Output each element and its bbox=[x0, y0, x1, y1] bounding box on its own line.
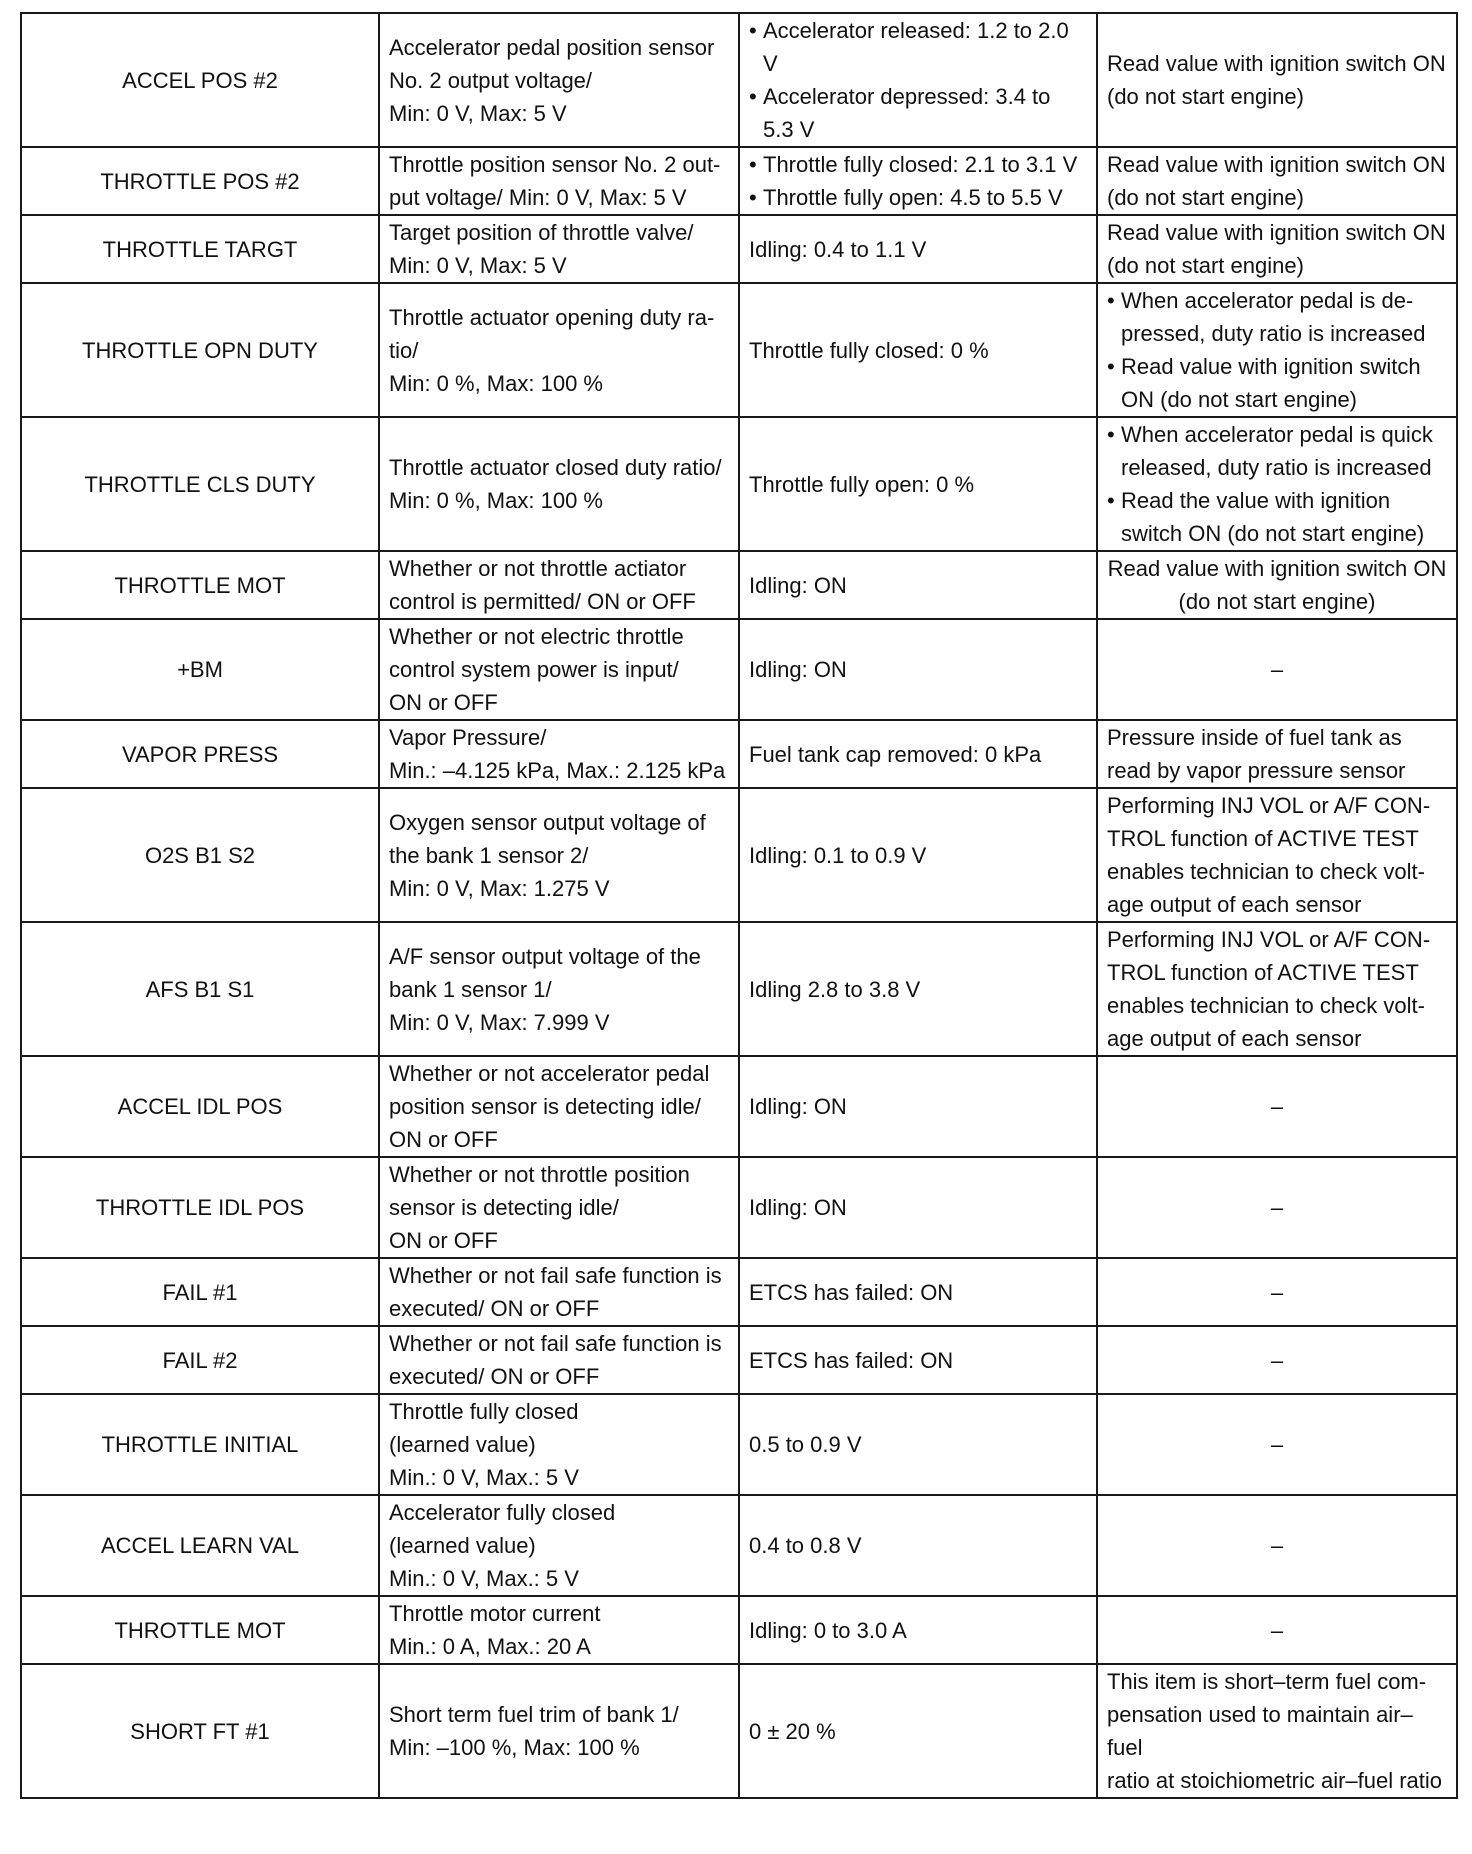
measurement-range-line: Short term fuel trim of bank 1/ bbox=[389, 1702, 679, 1727]
measurement-range-cell bbox=[379, 1596, 739, 1664]
item-name-cell: VAPOR PRESS bbox=[21, 720, 379, 788]
measurement-range-line: sensor is detecting idle/ bbox=[389, 1195, 619, 1220]
condition-bullet: • Accelerator depressed: 3.4 to 5.3 V bbox=[749, 80, 1087, 146]
diagnostic-note-cell bbox=[1097, 1157, 1457, 1258]
measurement-range-cell bbox=[379, 215, 739, 283]
normal-condition-cell bbox=[739, 1326, 1097, 1394]
measurement-range-cell bbox=[379, 788, 739, 922]
measurement-range-line: Vapor Pressure/ bbox=[389, 725, 547, 750]
measurement-range-line: Whether or not fail safe function is bbox=[389, 1331, 722, 1356]
measurement-range-line: Min.: –4.125 kPa, Max.: 2.125 kPa bbox=[389, 758, 726, 783]
diagnostic-note-cell bbox=[1097, 13, 1457, 147]
item-name-cell: FAIL #1 bbox=[21, 1258, 379, 1326]
item-name-cell: THROTTLE INITIAL bbox=[21, 1394, 379, 1495]
measurement-range-line: ON or OFF bbox=[389, 1228, 498, 1253]
item-name-cell: ACCEL LEARN VAL bbox=[21, 1495, 379, 1596]
measurement-range-line: Min: 0 V, Max: 7.999 V bbox=[389, 1009, 610, 1035]
note-line: – bbox=[1270, 1279, 1284, 1305]
table-row bbox=[21, 1394, 1457, 1495]
measurement-range-line: tio/ bbox=[389, 337, 419, 363]
normal-condition-cell bbox=[739, 788, 1097, 922]
measurement-range-line: Whether or not fail safe function is bbox=[389, 1263, 722, 1288]
measurement-range-cell bbox=[379, 551, 739, 619]
item-name-cell: THROTTLE IDL POS bbox=[21, 1157, 379, 1258]
diagnostic-note-cell bbox=[1097, 788, 1457, 922]
note-line: enables technician to check volt- bbox=[1107, 993, 1425, 1018]
note-line: read by vapor pressure sensor bbox=[1107, 758, 1406, 783]
measurement-range-line: No. 2 output voltage/ bbox=[389, 67, 593, 93]
normal-condition-cell bbox=[739, 417, 1097, 551]
condition-bullet: • Throttle fully closed: 2.1 to 3.1 V bbox=[749, 148, 1087, 181]
table-row bbox=[21, 720, 1457, 788]
measurement-range-line: ON or OFF bbox=[389, 690, 498, 715]
table-row bbox=[21, 215, 1457, 283]
condition-bullet-list bbox=[749, 148, 1087, 214]
note-line: – bbox=[1270, 1617, 1284, 1643]
measurement-range-cell bbox=[379, 1157, 739, 1258]
table-row bbox=[21, 1157, 1457, 1258]
condition-text: ETCS has failed: ON bbox=[749, 1279, 954, 1305]
measurement-range-line: executed/ ON or OFF bbox=[389, 1296, 600, 1321]
measurement-range-line: Throttle position sensor No. 2 out- bbox=[389, 152, 721, 177]
normal-condition-cell bbox=[739, 215, 1097, 283]
diagnostic-note-cell bbox=[1097, 1596, 1457, 1664]
item-name-cell: O2S B1 S2 bbox=[21, 788, 379, 922]
measurement-range-line: Min: 0 V, Max: 5 V bbox=[389, 253, 567, 278]
measurement-range-cell bbox=[379, 417, 739, 551]
normal-condition-cell bbox=[739, 619, 1097, 720]
condition-text: Idling: 0 to 3.0 A bbox=[749, 1617, 907, 1643]
note-line: (do not start engine) bbox=[1107, 84, 1304, 109]
measurement-range-cell bbox=[379, 1056, 739, 1157]
measurement-range-line: Accelerator pedal position sensor bbox=[389, 34, 715, 60]
item-name-cell: +BM bbox=[21, 619, 379, 720]
note-line: This item is short–term fuel com- bbox=[1107, 1669, 1427, 1694]
condition-text: Idling: 0.4 to 1.1 V bbox=[749, 236, 927, 262]
note-line: – bbox=[1270, 1432, 1284, 1457]
condition-bullet: • Throttle fully open: 4.5 to 5.5 V bbox=[749, 181, 1087, 214]
diagnostic-note-cell bbox=[1097, 283, 1457, 417]
note-line: – bbox=[1270, 657, 1284, 682]
diagnostic-note-cell bbox=[1097, 147, 1457, 215]
note-bullet-list bbox=[1107, 418, 1447, 550]
condition-bullet-list bbox=[749, 14, 1087, 146]
measurement-range-cell bbox=[379, 619, 739, 720]
condition-text: Idling: ON bbox=[749, 657, 847, 682]
normal-condition-cell bbox=[739, 1157, 1097, 1258]
measurement-range-line: Min: 0 V, Max: 1.275 V bbox=[389, 875, 610, 901]
diagnostic-note-cell bbox=[1097, 720, 1457, 788]
measurement-range-line: Whether or not throttle actiator bbox=[389, 556, 687, 581]
diagnostic-note-cell bbox=[1097, 1056, 1457, 1157]
note-line: Read value with ignition switch ON bbox=[1107, 152, 1446, 177]
note-bullet: • Read the value with ignition switch ON (do not start engine) bbox=[1107, 484, 1447, 550]
normal-condition-cell bbox=[739, 147, 1097, 215]
item-name-cell: ACCEL POS #2 bbox=[21, 13, 379, 147]
measurement-range-line: Min.: 0 A, Max.: 20 A bbox=[389, 1634, 591, 1659]
item-name-cell: THROTTLE POS #2 bbox=[21, 147, 379, 215]
table-row bbox=[21, 551, 1457, 619]
condition-text: 0.4 to 0.8 V bbox=[749, 1533, 862, 1558]
measurement-range-line: Whether or not electric throttle bbox=[389, 624, 684, 649]
measurement-range-line: Whether or not throttle position bbox=[389, 1162, 690, 1187]
table-row bbox=[21, 619, 1457, 720]
measurement-range-line: (learned value) bbox=[389, 1432, 536, 1457]
normal-condition-cell bbox=[739, 283, 1097, 417]
diagnostic-note-cell bbox=[1097, 922, 1457, 1056]
note-line: Read value with ignition switch ON bbox=[1107, 51, 1446, 76]
item-name-cell: FAIL #2 bbox=[21, 1326, 379, 1394]
diagnostic-note-cell bbox=[1097, 1258, 1457, 1326]
note-line: – bbox=[1270, 1347, 1284, 1373]
item-name-cell: THROTTLE CLS DUTY bbox=[21, 417, 379, 551]
condition-text: 0 ± 20 % bbox=[749, 1718, 836, 1744]
measurement-range-line: ON or OFF bbox=[389, 1127, 498, 1152]
table-row bbox=[21, 1495, 1457, 1596]
table-row bbox=[21, 147, 1457, 215]
measurement-range-line: position sensor is detecting idle/ bbox=[389, 1094, 701, 1119]
note-line: TROL function of ACTIVE TEST bbox=[1107, 826, 1419, 851]
diagnostic-note-cell bbox=[1097, 1495, 1457, 1596]
note-bullet: • When accelerator pedal is quick released, duty ratio is increased bbox=[1107, 418, 1447, 484]
note-bullet: • Read value with ignition switch ON (do not start engine) bbox=[1107, 350, 1447, 416]
condition-text: Idling: ON bbox=[749, 572, 847, 598]
note-line: Performing INJ VOL or A/F CON- bbox=[1107, 927, 1431, 952]
table-row bbox=[21, 1258, 1457, 1326]
measurement-range-line: Min: 0 V, Max: 5 V bbox=[389, 100, 567, 126]
measurement-range-line: Accelerator fully closed bbox=[389, 1500, 616, 1525]
measurement-range-line: the bank 1 sensor 2/ bbox=[389, 842, 589, 868]
note-line: Read value with ignition switch ON bbox=[1107, 556, 1447, 581]
condition-text: Throttle fully closed: 0 % bbox=[749, 337, 989, 363]
measurement-range-cell bbox=[379, 147, 739, 215]
measurement-range-cell bbox=[379, 1394, 739, 1495]
condition-text: ETCS has failed: ON bbox=[749, 1347, 954, 1373]
measurement-range-cell bbox=[379, 283, 739, 417]
measurement-range-line: Target position of throttle valve/ bbox=[389, 220, 694, 245]
note-line: ratio at stoichiometric air–fuel ratio bbox=[1107, 1768, 1443, 1793]
condition-text: Idling: 0.1 to 0.9 V bbox=[749, 842, 927, 868]
note-line: pensation used to maintain air–fuel bbox=[1107, 1702, 1413, 1760]
measurement-range-cell bbox=[379, 13, 739, 147]
measurement-range-cell bbox=[379, 922, 739, 1056]
table-row bbox=[21, 417, 1457, 551]
condition-text: Idling: ON bbox=[749, 1195, 847, 1220]
note-line: (do not start engine) bbox=[1107, 253, 1304, 278]
measurement-range-line: Min: –100 %, Max: 100 % bbox=[389, 1735, 640, 1760]
condition-text: Idling: ON bbox=[749, 1094, 847, 1119]
measurement-range-cell bbox=[379, 720, 739, 788]
note-line: enables technician to check volt- bbox=[1107, 859, 1425, 884]
note-line: (do not start engine) bbox=[1178, 589, 1376, 614]
table-row bbox=[21, 1056, 1457, 1157]
table-row bbox=[21, 1664, 1457, 1798]
diagnostic-note-cell bbox=[1097, 215, 1457, 283]
note-bullet-list bbox=[1107, 284, 1447, 416]
normal-condition-cell bbox=[739, 551, 1097, 619]
table-row bbox=[21, 1326, 1457, 1394]
item-name-cell: ACCEL IDL POS bbox=[21, 1056, 379, 1157]
table-row bbox=[21, 13, 1457, 147]
note-line: Performing INJ VOL or A/F CON- bbox=[1107, 793, 1431, 818]
measurement-range-line: Min.: 0 V, Max.: 5 V bbox=[389, 1566, 579, 1591]
note-line: Pressure inside of fuel tank as bbox=[1107, 725, 1402, 750]
diagnostic-note-cell bbox=[1097, 417, 1457, 551]
measurement-range-line: Min: 0 %, Max: 100 % bbox=[389, 488, 603, 513]
measurement-range-line: Min: 0 %, Max: 100 % bbox=[389, 370, 603, 396]
condition-text: Fuel tank cap removed: 0 kPa bbox=[749, 741, 1042, 767]
normal-condition-cell bbox=[739, 1596, 1097, 1664]
note-bullet: • When accelerator pedal is de-pressed, duty ratio is increased bbox=[1107, 284, 1447, 350]
condition-bullet: • Accelerator released: 1.2 to 2.0 V bbox=[749, 14, 1087, 80]
table-row bbox=[21, 922, 1457, 1056]
diagnostic-note-cell bbox=[1097, 619, 1457, 720]
item-name-cell: THROTTLE TARGT bbox=[21, 215, 379, 283]
item-name-cell: THROTTLE MOT bbox=[21, 551, 379, 619]
condition-text: 0.5 to 0.9 V bbox=[749, 1432, 862, 1457]
normal-condition-cell bbox=[739, 1394, 1097, 1495]
normal-condition-cell bbox=[739, 13, 1097, 147]
measurement-range-line: A/F sensor output voltage of the bbox=[389, 943, 701, 969]
diagnostic-note-cell bbox=[1097, 1326, 1457, 1394]
measurement-range-line: (learned value) bbox=[389, 1533, 536, 1558]
item-name-cell: THROTTLE OPN DUTY bbox=[21, 283, 379, 417]
measurement-range-cell bbox=[379, 1258, 739, 1326]
item-name-cell: AFS B1 S1 bbox=[21, 922, 379, 1056]
condition-text: Throttle fully open: 0 % bbox=[749, 471, 975, 497]
measurement-range-line: put voltage/ Min: 0 V, Max: 5 V bbox=[389, 185, 687, 210]
measurement-range-line: executed/ ON or OFF bbox=[389, 1364, 600, 1389]
table-row bbox=[21, 1596, 1457, 1664]
data-list-table bbox=[20, 12, 1458, 1799]
normal-condition-cell bbox=[739, 720, 1097, 788]
measurement-range-line: Throttle actuator opening duty ra- bbox=[389, 304, 715, 330]
item-name-cell: THROTTLE MOT bbox=[21, 1596, 379, 1664]
normal-condition-cell bbox=[739, 1056, 1097, 1157]
measurement-range-line: bank 1 sensor 1/ bbox=[389, 976, 552, 1002]
data-list-body bbox=[21, 13, 1457, 1798]
measurement-range-line: control system power is input/ bbox=[389, 657, 679, 682]
diagnostic-note-cell bbox=[1097, 1664, 1457, 1798]
measurement-range-line: Throttle actuator closed duty ratio/ bbox=[389, 455, 722, 480]
measurement-range-line: Throttle fully closed bbox=[389, 1399, 579, 1424]
normal-condition-cell bbox=[739, 1664, 1097, 1798]
diagnostic-note-cell bbox=[1097, 551, 1457, 619]
measurement-range-line: Oxygen sensor output voltage of bbox=[389, 809, 706, 835]
note-line: – bbox=[1270, 1533, 1284, 1558]
measurement-range-line: Throttle motor current bbox=[389, 1601, 601, 1626]
normal-condition-cell bbox=[739, 1258, 1097, 1326]
note-line: age output of each sensor bbox=[1107, 1026, 1362, 1051]
table-row bbox=[21, 788, 1457, 922]
note-line: (do not start engine) bbox=[1107, 185, 1304, 210]
measurement-range-cell bbox=[379, 1495, 739, 1596]
note-line: TROL function of ACTIVE TEST bbox=[1107, 960, 1419, 985]
note-line: Read value with ignition switch ON bbox=[1107, 220, 1446, 245]
condition-text: Idling 2.8 to 3.8 V bbox=[749, 976, 921, 1002]
measurement-range-line: Whether or not accelerator pedal bbox=[389, 1061, 710, 1086]
diagnostic-note-cell bbox=[1097, 1394, 1457, 1495]
measurement-range-line: Min.: 0 V, Max.: 5 V bbox=[389, 1465, 579, 1490]
note-line: – bbox=[1270, 1094, 1284, 1119]
table-row bbox=[21, 283, 1457, 417]
measurement-range-cell bbox=[379, 1664, 739, 1798]
measurement-range-cell bbox=[379, 1326, 739, 1394]
note-line: age output of each sensor bbox=[1107, 892, 1362, 917]
measurement-range-line: control is permitted/ ON or OFF bbox=[389, 589, 696, 614]
item-name-cell: SHORT FT #1 bbox=[21, 1664, 379, 1798]
normal-condition-cell bbox=[739, 1495, 1097, 1596]
normal-condition-cell bbox=[739, 922, 1097, 1056]
note-line: – bbox=[1270, 1195, 1284, 1220]
